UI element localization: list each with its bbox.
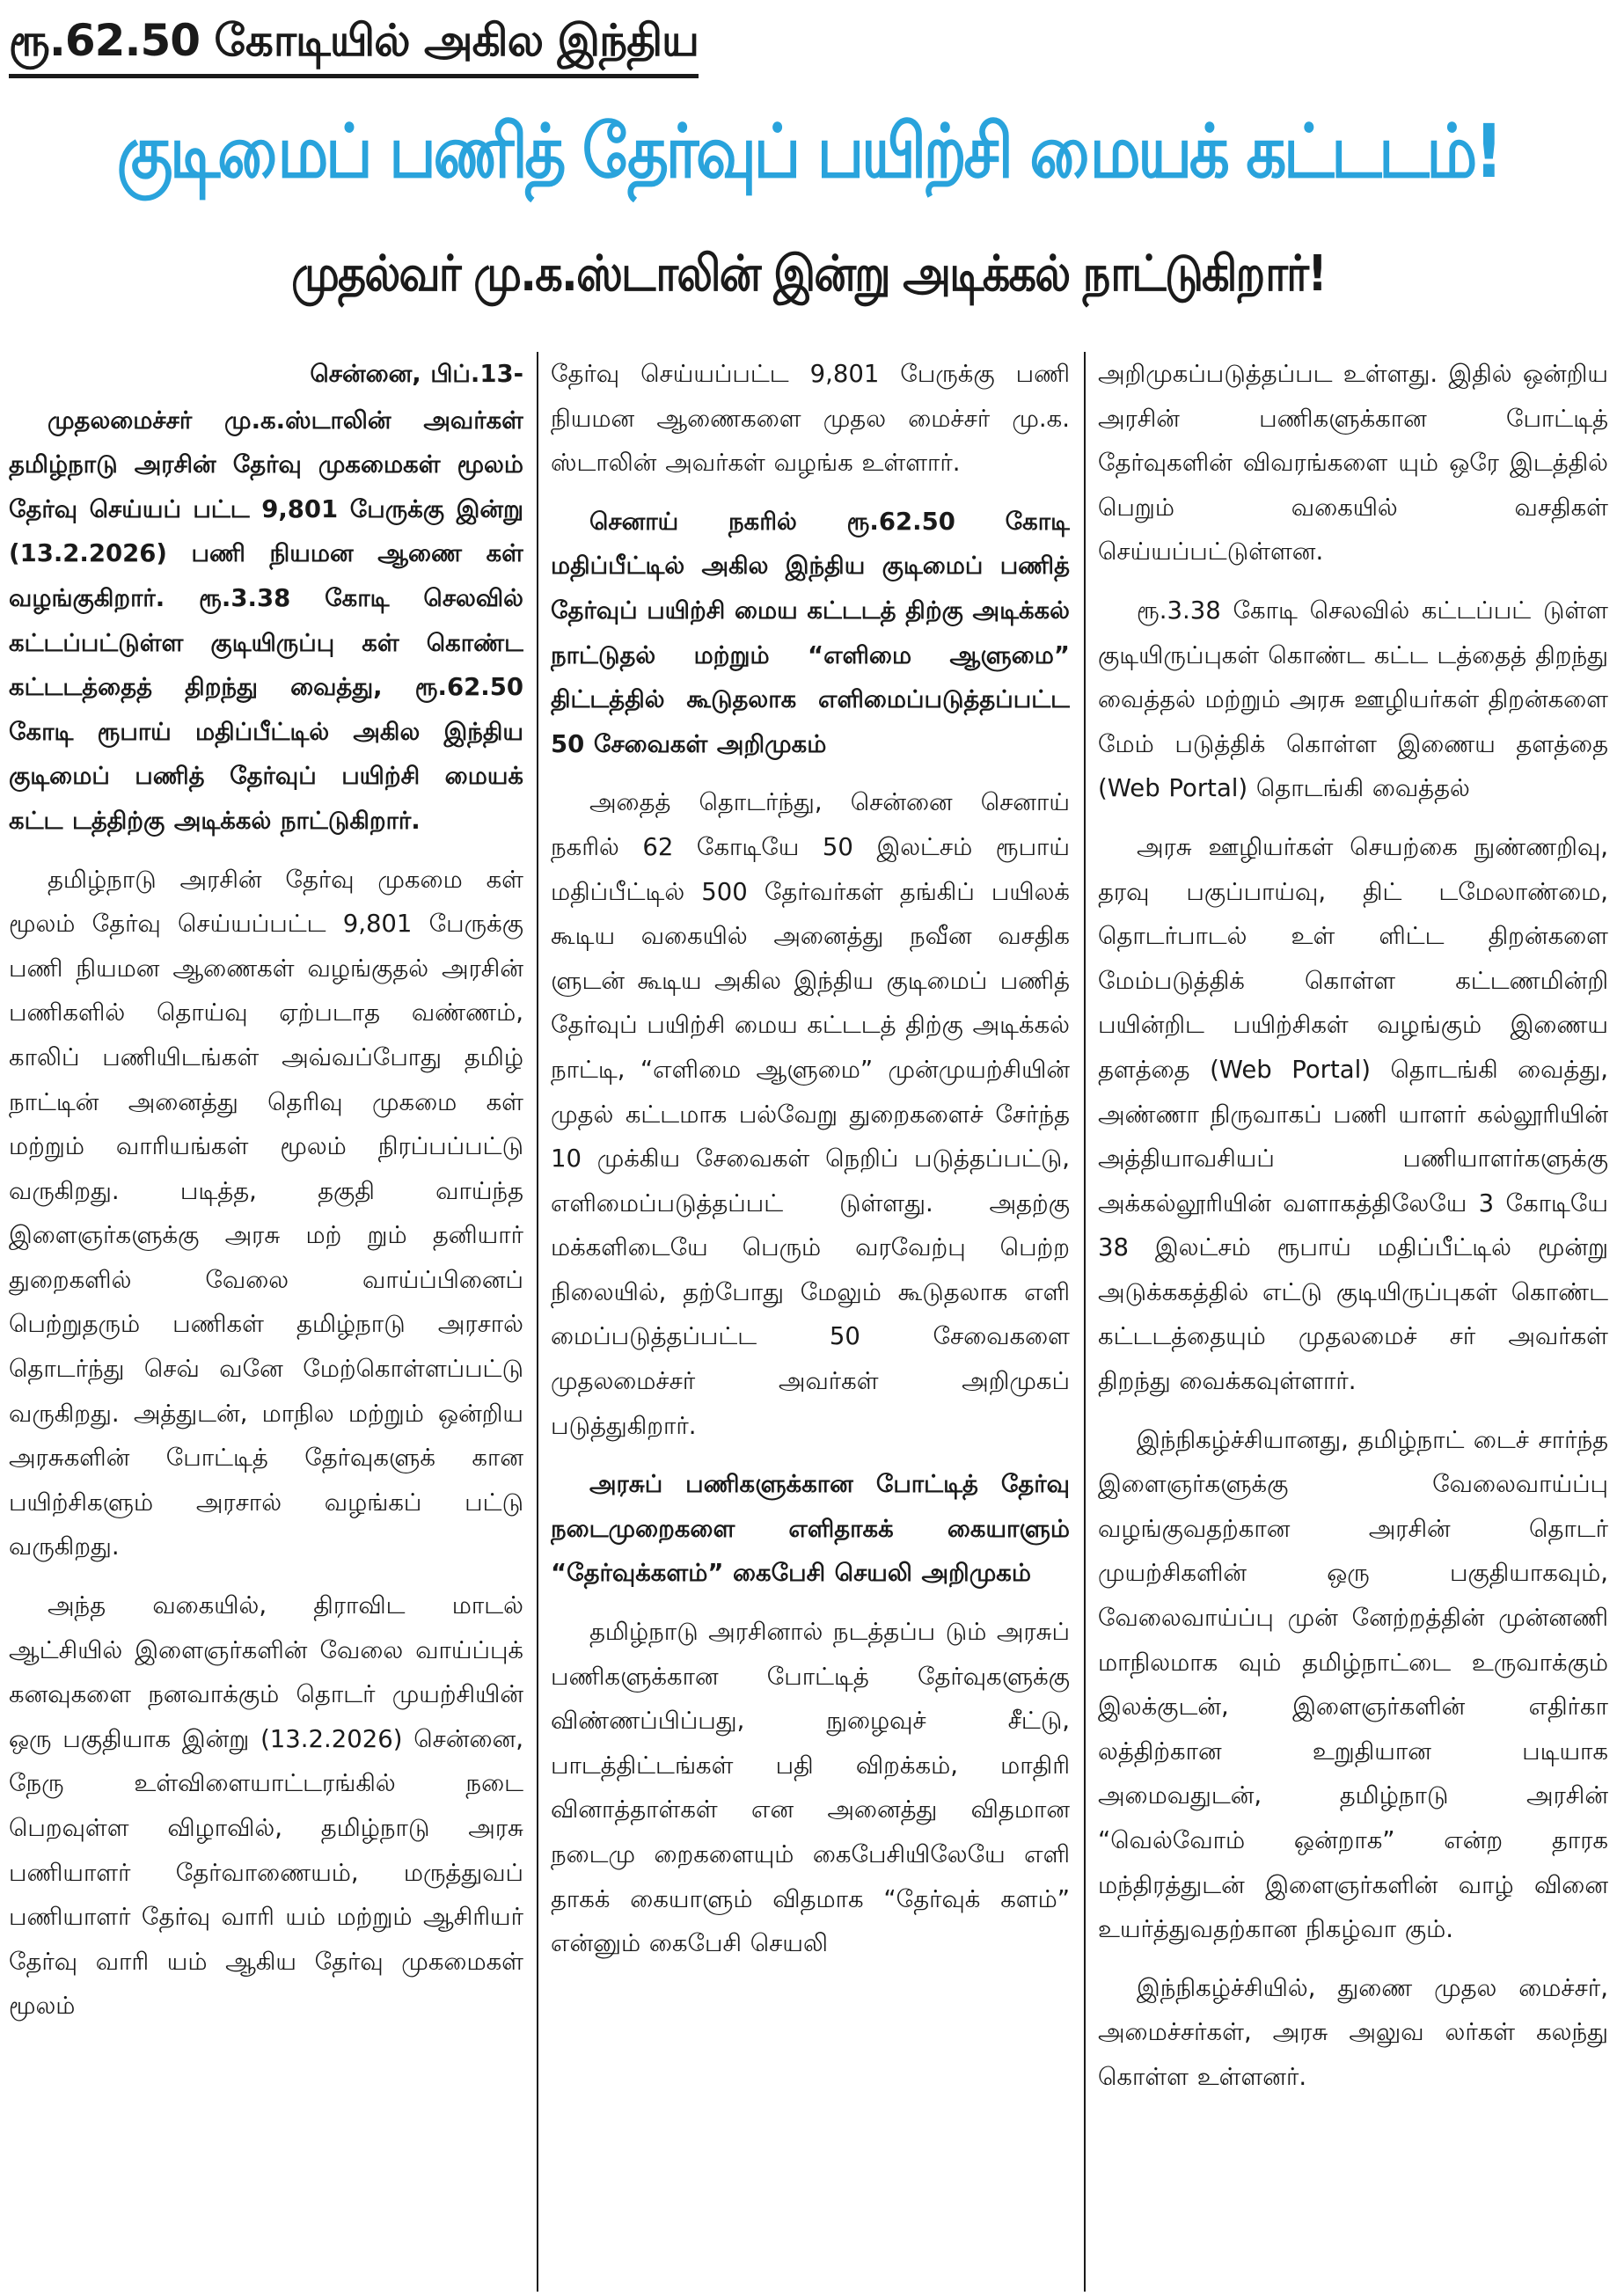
kicker-headline: ரூ.62.50 கோடியில் அகில இந்திய [9, 12, 699, 78]
body-paragraph: அதைத் தொடர்ந்து, சென்னை செனாய் நகரில் 62 கோடியே 50 இலட்சம் ரூபாய் மதிப்பீட்டில் 500 தேர்வர்கள் தங்கிப் பயிலக் கூடிய வகையில் அனைத்து நவீன வசதிக ளுடன் கூடிய அகில இந்திய குடிமைப் பணித் தேர்வுப் பயிற்சி மைய கட்டடத் திற்கு அடிக்கல் நாட்டி, “எளிமை ஆளுமை” முன்முயற்சியின் முதல் கட்டமாக பல்வேறு துறைகளைச் சேர்ந்த 10 முக்கிய சேவைகள் நெறிப் படுத்தப்பட்டு, எளிமைப்படுத்தப்பட் டுள்ளது. அதற்கு மக்களிடையே பெரும் வரவேற்பு பெற்ற நிலையில், தற்போது மேலும் கூடுதலாக எளி மைப்படுத்தப்பட்ட 50 சேவைகளை முதலமைச்சர் அவர்கள் அறிமுகப் படுத்துகிறார். [551, 788, 1070, 1440]
body-paragraph: ரூ.3.38 கோடி செலவில் கட்டப்பட் டுள்ள குடியிருப்புகள் கொண்ட கட்ட டத்தைத் திறந்து வைத்தல் மற்றும் அரசு ஊழியர்கள் திறன்களை மேம் படுத்திக் கொள்ள இணைய தளத்தை (Web Portal) தொடங்கி வைத்தல் [1098, 596, 1608, 803]
body-paragraph: அறிமுகப்படுத்தப்பட உள்ளது. இதில் ஒன்றிய அரசின் பணிகளுக்கான போட்டித் தேர்வுகளின் விவரங்களை யும் ஒரே இடத்தில் பெறும் வகையில் வசதிகள் செய்யப்பட்டுள்ளன. [1098, 360, 1608, 567]
body-paragraph: தமிழ்நாடு அரசினால் நடத்தப்ப டும் அரசுப் பணிகளுக்கான போட்டித் தேர்வுகளுக்கு விண்ணப்பிப்பது, நுழைவுச் சீட்டு, பாடத்திட்டங்கள் பதி விறக்கம், மாதிரி வினாத்தாள்கள் என அனைத்து விதமான நடைமு றைகளையும் கைபேசியிலேயே எளி தாகக் கையாளும் விதமாக “தேர்வுக் களம்” என்னும் கைபேசி செயலி [551, 1618, 1070, 1958]
body-paragraph: இந்நிகழ்ச்சியானது, தமிழ்நாட் டைச் சார்ந்த இளைஞர்களுக்கு வேலைவாய்ப்பு வழங்குவதற்கான அரசின் தொடர் முயற்சிகளின் ஒரு பகுதியாகவும், வேலைவாய்ப்பு முன் னேற்றத்தின் முன்னணி மாநிலமாக வும் தமிழ்நாட்டை உருவாக்கும் இலக்குடன், இளைஞர்களின் எதிர்கா லத்திற்கான உறுதியான படியாக அமைவதுடன், தமிழ்நாடு அரசின் “வெல்வோம் ஒன்றாக” என்ற தாரக மந்திரத்துடன் இளைஞர்களின் வாழ் வினை உயர்த்துவதற்கான நிகழ்வா கும். [1098, 1425, 1608, 1944]
body-paragraph: அந்த வகையில், திராவிட மாடல் ஆட்சியில் இளைஞர்களின் வேலை வாய்ப்புக் கனவுகளை நனவாக்கும் தொடர் முயற்சியின் ஒரு பகுதியாக இன்று (13.2.2026) சென்னை, நேரு உள்விளையாட்டரங்கில் நடை பெறவுள்ள விழாவில், தமிழ்நாடு அரசு பணியாளர் தேர்வாணையம், மருத்துவப் பணியாளர் தேர்வு வாரி யம் மற்றும் ஆசிரியர் தேர்வு வாரி யம் ஆகிய தேர்வு முகமைகள் மூலம் [9, 1591, 523, 2021]
article-column-2 [551, 352, 1070, 2292]
section-subheading: செனாய் நகரில் ரூ.62.50 கோடி மதிப்பீட்டில் அகில இந்திய குடிமைப் பணித் தேர்வுப் பயிற்சி மைய கட்டடத் திற்கு அடிக்கல் நாட்டுதல் மற்றும் “எளிமை ஆளுமை” திட்டத்தில் கூடுதலாக எளிமைப்படுத்தப்பட்ட 50 சேவைகள் அறிமுகம் [551, 507, 1070, 758]
body-paragraph: அரசு ஊழியர்கள் செயற்கை நுண்ணறிவு, தரவு பகுப்பாய்வு, திட் டமேலாண்மை, தொடர்பாடல் உள் ளிட்ட திறன்களை மேம்படுத்திக் கொள்ள கட்டணமின்றி பயின்றிட பயிற்சிகள் வழங்கும் இணைய தளத்தை (Web Portal) தொடங்கி வைத்து, அண்ணா நிருவாகப் பணி யாளர் கல்லூரியின் அத்தியாவசியப் பணியாளர்களுக்கு அக்கல்லூரியின் வளாகத்திலேயே 3 கோடியே 38 இலட்சம் ரூபாய் மதிப்பீட்டில் மூன்று அடுக்ககத்தில் எட்டு குடியிருப்புகள் கொண்ட கட்டடத்தையும் முதலமைச் சர் அவர்கள் திறந்து வைக்கவுள்ளார். [1098, 832, 1608, 1396]
sub-headline: முதல்வர் மு.க.ஸ்டாலின் இன்று அடிக்கல் நாட்டுகிறார்! [291, 245, 1326, 303]
column-divider [537, 352, 538, 2292]
article-body [9, 352, 1608, 2292]
article-column-3 [1098, 352, 1608, 2292]
column-divider [1084, 352, 1086, 2292]
section-subheading: அரசுப் பணிகளுக்கான போட்டித் தேர்வு நடைமுறைகளை எளிதாகக் கையாளும் “தேர்வுக்களம்” கைபேசி செயலி அறிமுகம் [551, 1470, 1070, 1588]
body-paragraph: தேர்வு செய்யப்பட்ட 9,801 பேருக்கு பணி நியமன ஆணைகளை முதல மைச்சர் மு.க. ஸ்டாலின் அவர்கள் வழங்க உள்ளார். [551, 360, 1070, 478]
body-paragraph: தமிழ்நாடு அரசின் தேர்வு முகமை கள் மூலம் தேர்வு செய்யப்பட்ட 9,801 பேருக்கு பணி நியமன ஆணைகள் வழங்குதல் அரசின் பணிகளில் தொய்வு ஏற்படாத வண்ணம், காலிப் பணியிடங்கள் அவ்வப்போது தமிழ் நாட்டின் அனைத்து தெரிவு முகமை கள் மற்றும் வாரியங்கள் மூலம் நிரப்பப்பட்டு வருகிறது. படித்த, தகுதி வாய்ந்த இளைஞர்களுக்கு அரசு மற் றும் தனியார் துறைகளில் வேலை வாய்ப்பினைப் பெற்றுதரும் பணிகள் தமிழ்நாடு அரசால் தொடர்ந்து செவ் வனே மேற்கொள்ளப்பட்டு வருகிறது. அத்துடன், மாநில மற்றும் ஒன்றிய அரசுகளின் போட்டித் தேர்வுகளுக் கான பயிற்சிகளும் அரசால் வழங்கப் பட்டு வருகிறது. [9, 865, 523, 1561]
lead-paragraph: முதலமைச்சர் மு.க.ஸ்டாலின் அவர்கள் தமிழ்நாடு அரசின் தேர்வு முகமைகள் மூலம் தேர்வு செய்யப் பட்ட 9,801 பேருக்கு இன்று (13.2.2026) பணி நியமன ஆணை கள் வழங்குகிறார். ரூ.3.38 கோடி செலவில் கட்டப்பட்டுள்ள குடியிருப்பு கள் கொண்ட கட்டடத்தைத் திறந்து வைத்து, ரூ.62.50 கோடி ரூபாய் மதிப்பீட்டில் அகில இந்திய குடிமைப் பணித் தேர்வுப் பயிற்சி மையக் கட்ட டத்திற்கு அடிக்கல் நாட்டுகிறார். [9, 406, 523, 835]
body-paragraph: இந்நிகழ்ச்சியில், துணை முதல மைச்சர், அமைச்சர்கள், அரசு அலுவ லர்கள் கலந்து கொள்ள உள்ளனர். [1098, 1973, 1608, 2091]
dateline: சென்னை, பிப்.13- [310, 360, 523, 388]
article-column-1 [9, 352, 523, 2292]
main-headline: குடிமைப் பணித் தேர்வுப் பயிற்சி மையக் கட்டடம்! [116, 108, 1501, 194]
